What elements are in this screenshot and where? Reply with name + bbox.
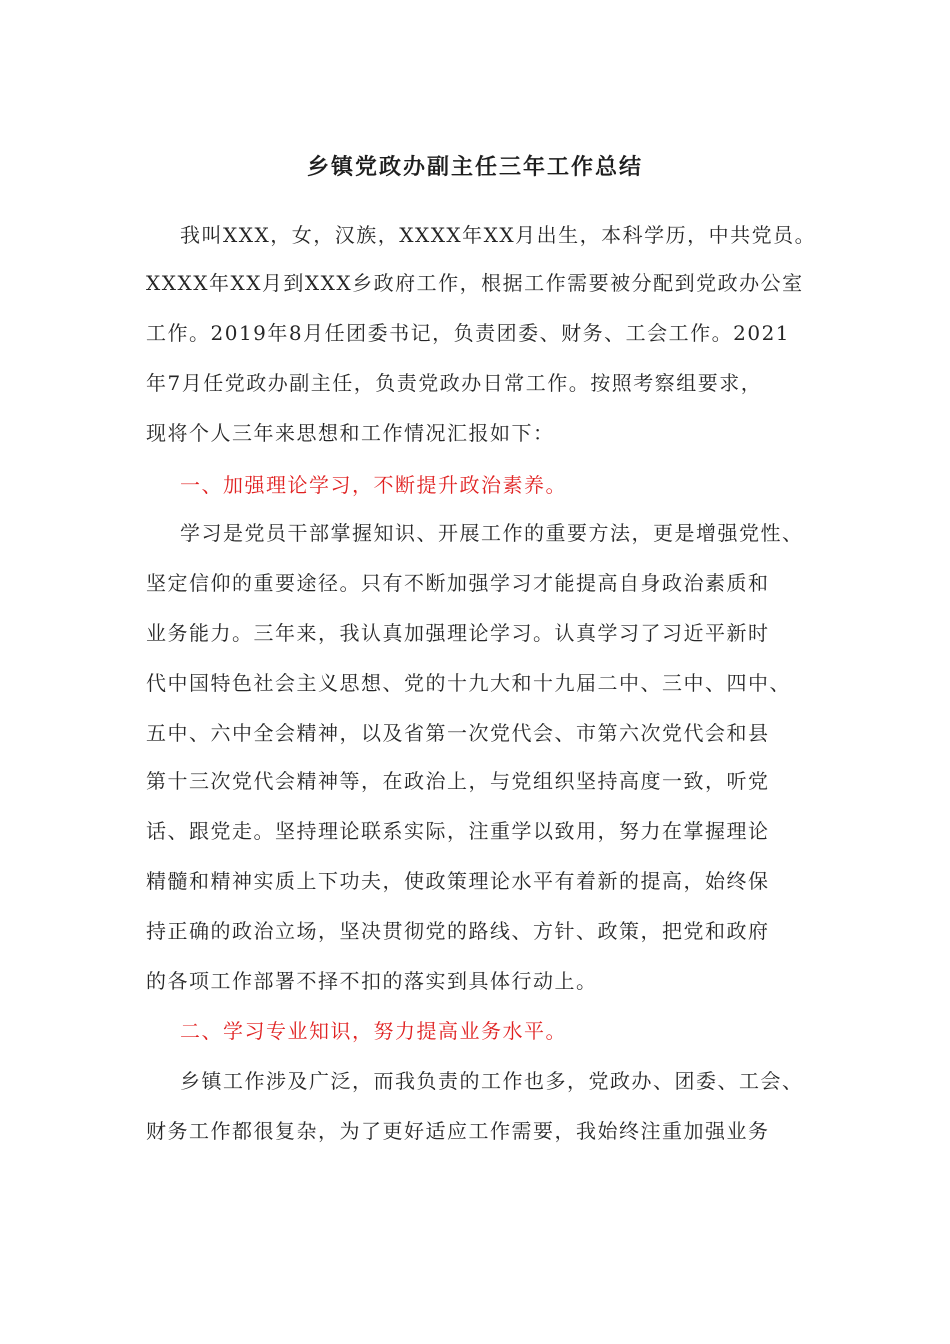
section1-line: 学习是党员干部掌握知识、开展工作的重要方法，更是增强党性、 [180,521,804,545]
intro-line: 工作。2019年8月任团委书记，负责团委、财务、工会工作。2021 [146,321,791,345]
section2-line: 财务工作都很复杂，为了更好适应工作需要，我始终注重加强业务 [146,1119,770,1143]
section1-line: 的各项工作部署不择不扣的落实到具体行动上。 [146,969,598,993]
section1-line: 坚定信仰的重要途径。只有不断加强学习才能提高自身政治素质和 [146,571,770,595]
section2-line: 乡镇工作涉及广泛，而我负责的工作也多，党政办、团委、工会、 [180,1069,804,1093]
section1-line: 五中、六中全会精神，以及省第一次党代会、市第六次党代会和县 [146,721,770,745]
section1-line: 精髓和精神实质上下功夫，使政策理论水平有着新的提高，始终保 [146,869,770,893]
document-title: 乡镇党政办副主任三年工作总结 [306,154,643,180]
section-heading-2: 二、学习专业知识，努力提高业务水平。 [180,1019,567,1043]
intro-line: XXXX年XX月到XXX乡政府工作，根据工作需要被分配到党政办公室 [146,271,804,295]
intro-line: 现将个人三年来思想和工作情况汇报如下： [146,421,555,445]
intro-line: 年7月任党政办副主任，负责党政办日常工作。按照考察组要求， [146,371,763,395]
section1-line: 话、跟党走。坚持理论联系实际，注重学以致用，努力在掌握理论 [146,819,770,843]
section1-line: 第十三次党代会精神等，在政治上，与党组织坚持高度一致，听党 [146,769,770,793]
section1-line: 业务能力。三年来，我认真加强理论学习。认真学习了习近平新时 [146,621,770,645]
section1-line: 持正确的政治立场，坚决贯彻党的路线、方针、政策，把党和政府 [146,919,770,943]
section-heading-1: 一、加强理论学习，不断提升政治素养。 [180,473,567,497]
section1-line: 代中国特色社会主义思想、党的十九大和十九届二中、三中、四中、 [146,671,791,695]
intro-line: 我叫XXX，女，汉族，XXXX年XX月出生，本科学历，中共党员。 [180,223,817,247]
